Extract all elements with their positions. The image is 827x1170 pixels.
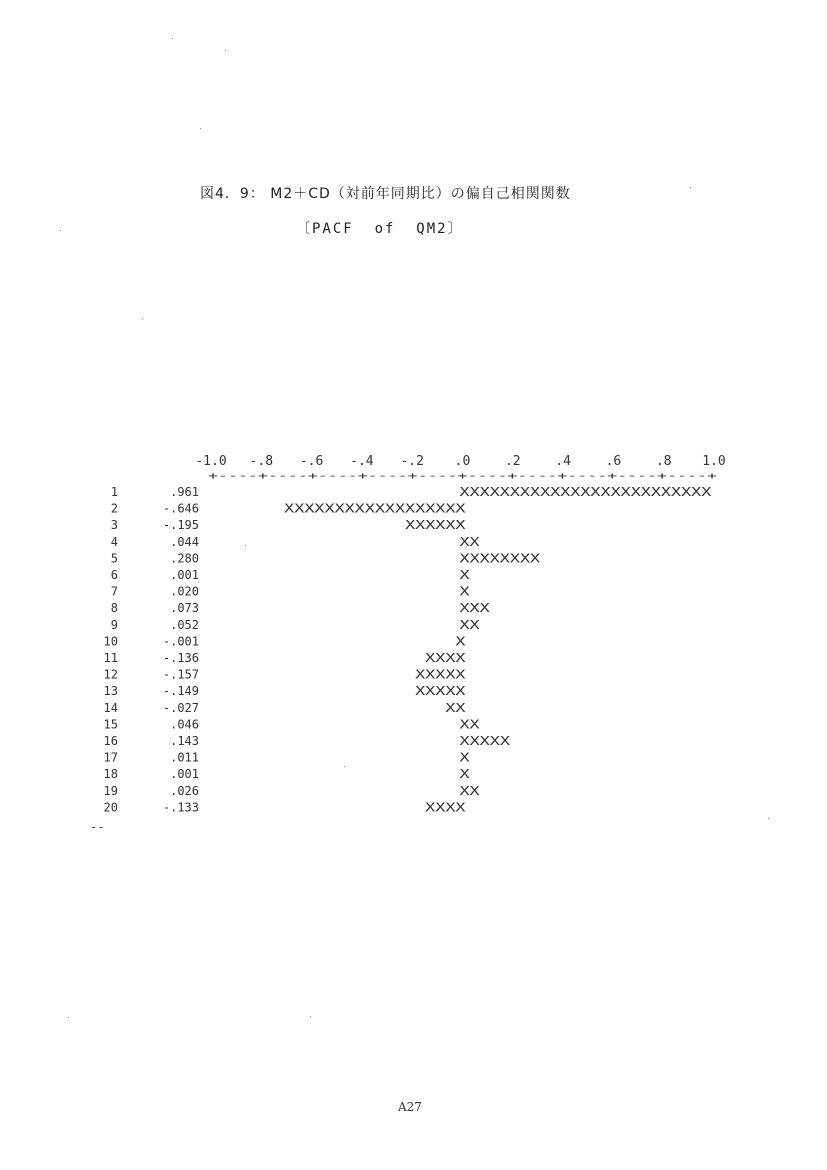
scan-speck: [172, 38, 173, 39]
scan-speck: [310, 1016, 311, 1017]
pacf-bar: XXX: [459, 601, 491, 616]
lag-label: 10: [103, 634, 118, 649]
lag-label: 6: [110, 568, 118, 582]
lag-label: 8: [110, 601, 118, 616]
axis-tick-label: .6: [605, 454, 622, 469]
pacf-bar: XX: [459, 717, 481, 732]
lag-label: 5: [110, 551, 118, 566]
pacf-bar: XXXXX: [415, 684, 467, 699]
pacf-bar: X: [459, 750, 471, 765]
pacf-bar: XXXXXX: [405, 518, 467, 533]
lag-label: 9: [110, 617, 118, 632]
pacf-value-label: -.001: [162, 634, 199, 649]
axis-tick-label: -.6: [299, 454, 324, 469]
axis-tick-label: .0: [454, 454, 471, 469]
axis-ruler: +----+----+----+----+----+----+----+----+----+----+: [208, 471, 717, 482]
pacf-bar: XX: [445, 700, 467, 715]
pacf-value-label: -.149: [162, 684, 199, 699]
pacf-value-label: .011: [170, 750, 199, 765]
scan-speck: [344, 766, 345, 767]
scan-speck: [768, 818, 769, 819]
pacf-bar: XXXX: [425, 651, 467, 665]
axis-tick-label: 1.0: [702, 454, 726, 469]
lag-label: 17: [103, 750, 118, 765]
pacf-value-label: .020: [170, 584, 199, 599]
pacf-value-label: .026: [170, 783, 199, 798]
pacf-bar: XXXXXXXXXXXXXXXXXXXXXXXXX: [459, 485, 713, 499]
pacf-bar: XXXXXXXX: [459, 551, 542, 566]
pacf-value-label: .961: [170, 485, 199, 499]
pacf-value-label: -.027: [162, 700, 199, 715]
axis-tick-labels: [195, 454, 725, 469]
pacf-value-label: .001: [170, 568, 199, 582]
scan-speck: [60, 230, 61, 231]
pacf-bar: XX: [459, 617, 481, 632]
pacf-bar: X: [459, 584, 471, 599]
pacf-bar: XXXX: [425, 800, 467, 815]
dash-mark: --: [90, 820, 105, 834]
pacf-value-label: .046: [170, 717, 199, 732]
pacf-rows: [104, 485, 713, 814]
lag-label: 4: [110, 534, 118, 549]
scan-speck: [200, 128, 201, 129]
scan-speck: [68, 1017, 69, 1018]
axis-tick-label: -.2: [400, 454, 424, 469]
chart-subtitle: 〔PACF of QM2〕: [296, 221, 464, 237]
pacf-value-label: .044: [170, 534, 199, 549]
pacf-value-label: -.646: [162, 501, 199, 516]
lag-label: 11: [103, 651, 118, 665]
pacf-bar: X: [455, 634, 467, 649]
pacf-value-label: .001: [170, 767, 199, 782]
pacf-value-label: .052: [170, 617, 199, 632]
lag-label: 3: [110, 518, 118, 533]
pacf-value-label: .280: [170, 551, 199, 566]
pacf-bar: XXXXX: [459, 734, 511, 748]
pacf-bar: XXXXXXXXXXXXXXXXXX: [284, 501, 467, 516]
lag-label: 15: [103, 717, 118, 732]
pacf-value-label: -.136: [162, 651, 199, 665]
lag-label: 18: [103, 767, 118, 782]
lag-label: 13: [103, 684, 118, 699]
pacf-bar: XX: [459, 783, 481, 798]
chart-title: 図4．9： M2＋CD（対前年同期比）の偏自己相関関数: [200, 186, 571, 202]
pacf-value-label: .143: [170, 734, 199, 748]
pacf-bar: X: [459, 767, 471, 782]
lag-label: 16: [103, 734, 118, 748]
lag-label: 12: [103, 667, 118, 682]
axis-tick-label: -.8: [249, 454, 274, 469]
lag-label: 14: [103, 700, 118, 715]
lag-label: 19: [103, 783, 118, 798]
axis-tick-label: .8: [655, 454, 672, 469]
axis-tick-label: .4: [555, 454, 571, 469]
axis-tick-label: -1.0: [195, 454, 227, 469]
scan-speck: [142, 318, 143, 319]
pacf-value-label: .073: [170, 601, 199, 616]
scan-speck: [690, 187, 691, 188]
pacf-value-label: -.133: [162, 800, 199, 815]
pacf-bar: X: [459, 568, 471, 582]
lag-label: 20: [103, 800, 118, 815]
pacf-value-label: -.157: [162, 667, 199, 682]
lag-label: 1: [110, 485, 118, 499]
lag-label: 2: [110, 501, 118, 516]
axis-tick-label: .2: [504, 454, 521, 469]
page-number: A27: [398, 1100, 422, 1114]
scan-speck: [225, 50, 226, 51]
pacf-value-label: -.195: [162, 518, 199, 533]
lag-label: 7: [110, 584, 118, 599]
pacf-bar: XX: [459, 534, 481, 549]
pacf-bar: XXXXX: [415, 667, 467, 682]
scan-speck: [245, 545, 246, 546]
axis-tick-label: -.4: [350, 454, 374, 469]
